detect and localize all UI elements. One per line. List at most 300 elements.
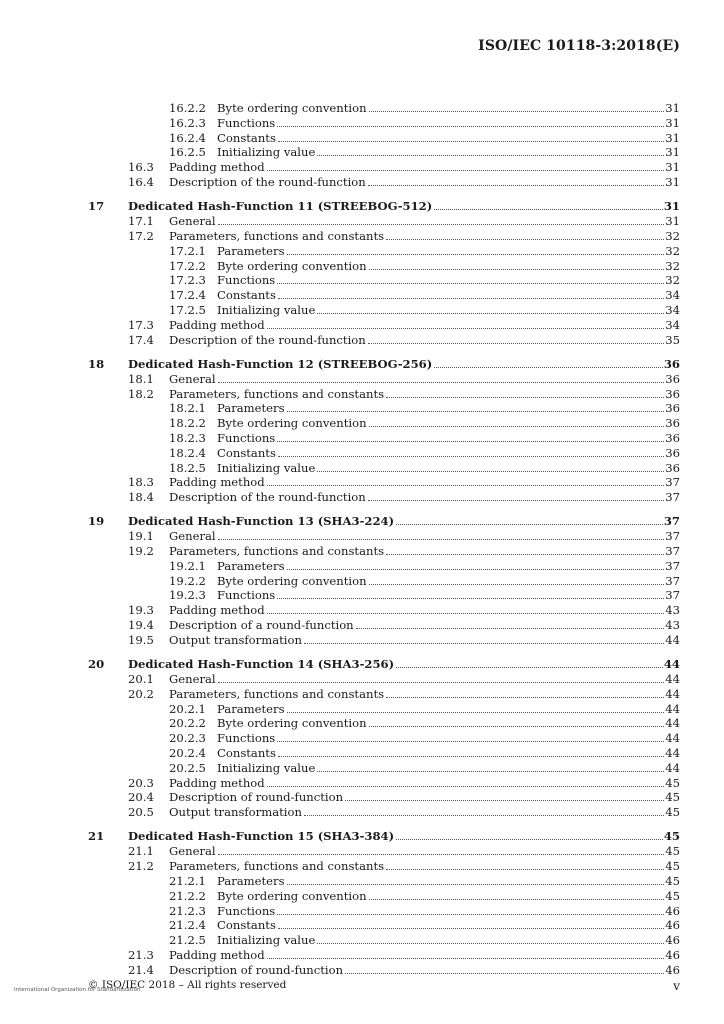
toc-entry-title[interactable]: Functions [217,903,276,918]
toc-entry[interactable] [0,828,724,844]
toc-entry-title[interactable]: Padding method [169,475,265,490]
toc-entry-page[interactable]: 45 [665,775,680,790]
footer-organization: International Organization for Standardization [14,987,141,993]
toc-entry-leader [217,761,680,776]
toc-entry-page[interactable]: 34 [665,302,680,317]
toc-entry-page[interactable]: 36 [665,445,680,460]
toc-entry-title[interactable]: Initializing value [217,460,316,475]
toc-entry-title[interactable]: Dedicated Hash-Function 14 (SHA3-256) [128,657,395,672]
toc-entry-page[interactable]: 37 [665,475,680,490]
toc-entry[interactable] [0,933,724,948]
toc-entry-leader [217,716,680,731]
toc-entry-leader [169,229,680,244]
toc-entry[interactable] [0,244,724,259]
toc-entry[interactable] [0,490,724,505]
toc-entry[interactable] [0,318,724,333]
dot-leader [396,666,663,668]
toc-entry-page[interactable]: 32 [665,273,680,288]
dot-leader [369,583,665,585]
dot-leader [369,268,665,270]
toc-entry[interactable] [0,461,724,476]
toc-entry-page[interactable]: 46 [665,918,680,933]
toc-entry-page[interactable]: 45 [665,859,680,874]
dot-leader [278,755,664,757]
toc-entry[interactable] [0,475,724,490]
document-id-header: ISO/IEC 10118-3:2018(E) [478,38,680,54]
toc-entry-leader [217,431,680,446]
toc-entry-title[interactable]: Description of the round-function [169,332,366,347]
toc-entry-page[interactable]: 34 [665,288,680,303]
toc-entry-page[interactable]: 46 [665,962,680,977]
toc-entry[interactable] [0,431,724,446]
toc-entry-number: 20.2 [128,686,154,701]
dot-leader [287,711,665,713]
toc-entry-page[interactable]: 44 [665,701,680,716]
toc-entry-leader [169,618,680,633]
toc-entry-number: 16.2.5 [169,145,206,160]
toc-entry[interactable] [0,303,724,318]
toc-entry-page[interactable]: 35 [665,332,680,347]
dot-leader [434,208,663,210]
toc-entry-title[interactable]: Parameters, functions and constants [169,686,385,701]
toc-entry-page[interactable]: 37 [665,544,680,559]
toc-entry[interactable] [0,904,724,919]
toc-entry-leader [169,160,680,175]
toc-entry-page[interactable]: 44 [665,672,680,687]
toc-entry[interactable] [0,131,724,146]
toc-entry-title[interactable]: Description of the round-function [169,174,366,189]
toc-entry[interactable] [0,656,724,672]
toc-entry-title[interactable]: Initializing value [217,933,316,948]
toc-entry-page[interactable]: 45 [665,805,680,820]
toc-entry-leader [169,318,680,333]
toc-entry-number: 16.2.4 [169,130,206,145]
toc-entry-title[interactable]: Parameters, functions and constants [169,386,385,401]
toc-entry[interactable] [0,731,724,746]
dot-leader [386,396,664,398]
toc-entry-page[interactable]: 31 [665,174,680,189]
toc-entry-title[interactable]: Padding method [169,775,265,790]
toc-entry-title[interactable]: Initializing value [217,145,316,160]
toc-entry[interactable] [0,372,724,387]
dot-leader [277,125,664,127]
toc-entry[interactable] [0,776,724,791]
toc-entry-title[interactable]: Dedicated Hash-Function 15 (SHA3-384) [128,829,395,844]
toc-entry[interactable] [0,529,724,544]
dot-leader [287,568,665,570]
toc-entry-number: 20.4 [128,790,154,805]
toc-entry[interactable] [0,874,724,889]
toc-entry-page[interactable]: 45 [665,874,680,889]
toc-entry-leader [169,529,680,544]
toc-entry-leader [217,746,680,761]
dot-leader [369,898,665,900]
dot-leader [304,642,664,644]
toc-entry-leader [217,416,680,431]
dot-leader [267,785,665,787]
toc-entry-number: 21.2.1 [169,874,206,889]
toc-entry-page[interactable]: 36 [665,371,680,386]
toc-entry[interactable] [0,859,724,874]
toc-entry-page[interactable]: 36 [665,460,680,475]
toc-entry-page[interactable]: 45 [663,829,680,844]
toc-entry-number: 21.2.5 [169,933,206,948]
toc-entry-title[interactable]: Parameters [217,558,285,573]
toc-entry[interactable] [0,716,724,731]
toc-entry-page[interactable]: 31 [665,101,680,115]
toc-entry-number: 16.4 [128,174,154,189]
toc-entry-number: 21.2.3 [169,903,206,918]
dot-leader [287,410,665,412]
toc-entry-title[interactable]: Initializing value [217,302,316,317]
toc-entry-leader [169,333,680,348]
toc-entry[interactable] [0,214,724,229]
toc-entry-page[interactable]: 31 [665,130,680,145]
dot-leader [345,972,664,974]
toc-entry-page[interactable]: 34 [665,317,680,332]
toc-entry-leader [169,490,680,505]
toc-entry-title[interactable]: Parameters [217,401,285,416]
toc-entry-leader [217,874,680,889]
toc-entry[interactable] [0,633,724,648]
toc-entry-title[interactable]: Padding method [169,948,265,962]
toc-entry-page[interactable]: 31 [665,214,680,229]
toc-entry-number: 18.2.2 [169,416,206,431]
toc-entry-leader [169,790,680,805]
toc-entry-leader [169,948,680,963]
toc-entry[interactable] [0,446,724,461]
dot-leader [278,140,664,142]
toc-entry-page[interactable]: 37 [665,558,680,573]
toc-entry-page[interactable]: 36 [665,416,680,431]
toc-entry-title[interactable]: Padding method [169,603,265,618]
toc-entry-number: 18.2.4 [169,445,206,460]
dot-leader [277,913,664,915]
toc-entry[interactable] [0,844,724,859]
toc-entry-title[interactable]: Parameters, functions and constants [169,859,385,874]
toc-entry-title[interactable]: Description of a round-function [169,618,354,633]
toc-entry[interactable] [0,333,724,348]
dot-leader [368,499,665,501]
toc-entry-page[interactable]: 43 [665,603,680,618]
toc-entry-title[interactable]: Functions [217,588,276,603]
toc-entry[interactable] [0,746,724,761]
toc-entry-title[interactable]: General [169,672,216,687]
toc-entry[interactable] [0,101,724,116]
toc-entry-leader [217,259,680,274]
toc-entry-number: 19.2.3 [169,588,206,603]
dot-leader [396,838,663,840]
toc-entry[interactable] [0,603,724,618]
toc-entry-leader [128,828,680,844]
toc-entry[interactable] [0,198,724,214]
toc-entry-title[interactable]: Padding method [169,317,265,332]
toc-entry-leader [217,288,680,303]
toc-entry-page[interactable]: 36 [665,430,680,445]
footer-copyright: © ISO/IEC 2018 – All rights reserved [88,979,287,991]
toc-entry-page[interactable]: 32 [665,258,680,273]
toc-entry[interactable] [0,963,724,978]
toc-entry-title[interactable]: Padding method [169,160,265,175]
toc-entry[interactable] [0,805,724,820]
toc-entry-page[interactable]: 46 [665,903,680,918]
toc-entry-leader [217,559,680,574]
toc-entry-number: 21 [88,829,105,844]
toc-entry-page[interactable]: 45 [665,790,680,805]
dot-leader [278,927,664,929]
footer-page-number: v [673,979,680,993]
dot-leader [317,312,664,314]
toc-entry-page[interactable]: 32 [665,228,680,243]
toc-entry[interactable] [0,145,724,160]
toc-entry-number: 18.1 [128,371,154,386]
dot-leader [218,538,665,540]
toc-entry-title[interactable]: Dedicated Hash-Function 11 (STREEBOG-512) [128,199,433,214]
dot-leader [277,440,664,442]
toc-entry-title[interactable]: Initializing value [217,760,316,775]
toc-entry-leader [169,214,680,229]
toc-entry[interactable] [0,160,724,175]
toc-entry-number: 17.2.5 [169,302,206,317]
toc-entry-page[interactable]: 43 [665,618,680,633]
toc-entry-page[interactable]: 44 [665,731,680,746]
table-of-contents [0,101,724,978]
toc-entry-page[interactable]: 37 [665,529,680,544]
toc-entry-number: 16.3 [128,160,154,175]
toc-entry-number: 18.2.3 [169,430,206,445]
toc-entry-title[interactable]: Dedicated Hash-Function 12 (STREEBOG-256) [128,356,433,371]
toc-entry-page[interactable]: 32 [665,243,680,258]
toc-entry[interactable] [0,544,724,559]
toc-entry-number: 19.4 [128,618,154,633]
toc-entry-number: 16.2.2 [169,101,206,115]
dot-leader [267,612,665,614]
toc-entry-page[interactable]: 46 [665,933,680,948]
toc-entry[interactable] [0,672,724,687]
toc-entry-page[interactable]: 46 [665,948,680,962]
toc-entry-number: 19 [88,514,105,529]
toc-entry-title[interactable]: Constants [217,445,276,460]
toc-entry-title[interactable]: General [169,529,216,544]
toc-entry-title[interactable]: Functions [217,115,276,130]
dot-leader [345,799,664,801]
toc-entry[interactable] [0,559,724,574]
toc-entry-leader [217,588,680,603]
toc-entry-number: 17.4 [128,332,154,347]
toc-entry[interactable] [0,588,724,603]
dot-leader [386,868,664,870]
toc-entry-title[interactable]: Parameters [217,701,285,716]
toc-entry-page[interactable]: 36 [663,356,680,371]
dot-leader [386,696,664,698]
toc-entry-page[interactable]: 36 [665,386,680,401]
toc-entry-leader [128,198,680,214]
dot-leader [277,282,664,284]
toc-entry[interactable] [0,259,724,274]
toc-entry-page[interactable]: 36 [665,401,680,416]
toc-entry-title[interactable]: Constants [217,130,276,145]
toc-entry-leader [217,702,680,717]
toc-entry-page[interactable]: 31 [663,199,680,214]
toc-entry[interactable] [0,761,724,776]
toc-entry-page[interactable]: 44 [665,716,680,731]
toc-entry-title[interactable]: Description of round-function [169,962,344,977]
dot-leader [277,597,664,599]
toc-entry[interactable] [0,288,724,303]
toc-entry-title[interactable]: Constants [217,288,276,303]
toc-entry-page[interactable]: 45 [665,888,680,903]
toc-entry[interactable] [0,918,724,933]
toc-entry-page[interactable]: 44 [665,632,680,647]
toc-entry[interactable] [0,416,724,431]
dot-leader [267,484,665,486]
toc-entry-title[interactable]: Constants [217,918,276,933]
toc-entry[interactable] [0,387,724,402]
toc-entry-page[interactable]: 37 [665,490,680,505]
toc-entry[interactable] [0,790,724,805]
toc-entry-title[interactable]: Byte ordering convention [217,573,367,588]
toc-entry[interactable] [0,273,724,288]
toc-entry-title[interactable]: Byte ordering convention [217,416,367,431]
toc-entry-leader [128,656,680,672]
toc-entry-title[interactable]: General [169,214,216,229]
toc-entry-number: 17.1 [128,214,154,229]
toc-entry[interactable] [0,356,724,372]
toc-entry-leader [169,544,680,559]
toc-entry-page[interactable]: 44 [663,657,680,672]
toc-entry-page[interactable]: 44 [665,746,680,761]
toc-entry-number: 20.2.2 [169,716,206,731]
toc-entry-title[interactable]: Output transformation [169,805,302,820]
toc-entry-number: 20 [88,657,105,672]
toc-entry-number: 19.3 [128,603,154,618]
toc-entry-leader [217,303,680,318]
toc-entry-leader [169,475,680,490]
toc-entry-title[interactable]: Parameters [217,874,285,889]
toc-entry[interactable] [0,116,724,131]
toc-entry-page[interactable]: 31 [665,160,680,175]
toc-entry-title[interactable]: Functions [217,731,276,746]
toc-entry-page[interactable]: 31 [665,115,680,130]
toc-entry[interactable] [0,229,724,244]
toc-entry[interactable] [0,574,724,589]
toc-entry-leader [169,633,680,648]
toc-entry[interactable] [0,687,724,702]
toc-entry-number: 21.2.2 [169,888,206,903]
toc-entry-leader [169,175,680,190]
toc-entry-number: 17.3 [128,317,154,332]
toc-entry-title[interactable]: Parameters, functions and constants [169,544,385,559]
toc-entry-title[interactable]: General [169,844,216,859]
toc-entry-number: 17.2.3 [169,273,206,288]
toc-entry-page[interactable]: 45 [665,844,680,859]
toc-entry-leader [169,776,680,791]
toc-entry-leader [169,963,680,978]
toc-entry-leader [169,844,680,859]
toc-entry-leader [217,116,680,131]
toc-entry-number: 21.3 [128,948,154,962]
toc-entry-page[interactable]: 44 [665,686,680,701]
toc-entry-leader [169,387,680,402]
toc-entry-number: 19.5 [128,632,154,647]
dot-leader [317,154,664,156]
toc-entry-leader [217,145,680,160]
toc-entry-leader [169,859,680,874]
toc-entry-leader [217,401,680,416]
dot-leader [386,238,664,240]
toc-entry-leader [169,687,680,702]
toc-entry-number: 20.1 [128,672,154,687]
dot-leader [317,942,664,944]
toc-entry-leader [217,273,680,288]
toc-entry-number: 18 [88,356,105,371]
toc-entry-title[interactable]: Description of the round-function [169,490,366,505]
toc-entry-leader [217,918,680,933]
toc-entry-page[interactable]: 31 [665,145,680,160]
toc-entry[interactable] [0,513,724,529]
toc-entry-number: 20.2.1 [169,701,206,716]
toc-entry-title[interactable]: General [169,371,216,386]
toc-entry-page[interactable]: 44 [665,760,680,775]
toc-entry-page[interactable]: 37 [665,573,680,588]
dot-leader [317,770,664,772]
toc-entry-leader [217,446,680,461]
toc-entry-title[interactable]: Dedicated Hash-Function 13 (SHA3-224) [128,514,395,529]
toc-entry-number: 21.1 [128,844,154,859]
toc-entry-title[interactable]: Byte ordering convention [217,716,367,731]
toc-entry[interactable] [0,889,724,904]
dot-leader [304,814,664,816]
toc-entry-page[interactable]: 37 [665,588,680,603]
toc-entry-title[interactable]: Byte ordering convention [217,101,367,115]
toc-entry[interactable] [0,618,724,633]
toc-entry-leader [217,933,680,948]
toc-entry[interactable] [0,702,724,717]
toc-entry-number: 18.2 [128,386,154,401]
toc-entry-title[interactable]: Parameters, functions and constants [169,228,385,243]
toc-entry-page[interactable]: 37 [663,514,680,529]
toc-entry-leader [217,889,680,904]
dot-leader [396,523,663,525]
toc-entry[interactable] [0,401,724,416]
toc-entry-number: 20.2.3 [169,731,206,746]
toc-entry-title[interactable]: Constants [217,746,276,761]
toc-entry-title[interactable]: Byte ordering convention [217,888,367,903]
toc-entry[interactable] [0,948,724,963]
dot-leader [368,342,665,344]
toc-entry-number: 16.2.3 [169,115,206,130]
toc-entry-number: 20.5 [128,805,154,820]
dot-leader [369,425,665,427]
toc-entry-title[interactable]: Parameters [217,243,285,258]
dot-leader [287,883,665,885]
toc-entry-number: 18.3 [128,475,154,490]
dot-leader [369,725,665,727]
toc-entry-title[interactable]: Functions [217,273,276,288]
toc-entry-title[interactable]: Functions [217,430,276,445]
toc-entry-number: 18.2.5 [169,460,206,475]
toc-entry-leader [217,461,680,476]
toc-entry-title[interactable]: Description of round-function [169,790,344,805]
toc-entry-title[interactable]: Output transformation [169,632,302,647]
toc-entry-leader [128,513,680,529]
toc-entry-title[interactable]: Byte ordering convention [217,258,367,273]
toc-entry[interactable] [0,175,724,190]
dot-leader [278,297,664,299]
toc-entry-leader [128,356,680,372]
toc-entry-leader [217,244,680,259]
toc-entry-number: 18.4 [128,490,154,505]
